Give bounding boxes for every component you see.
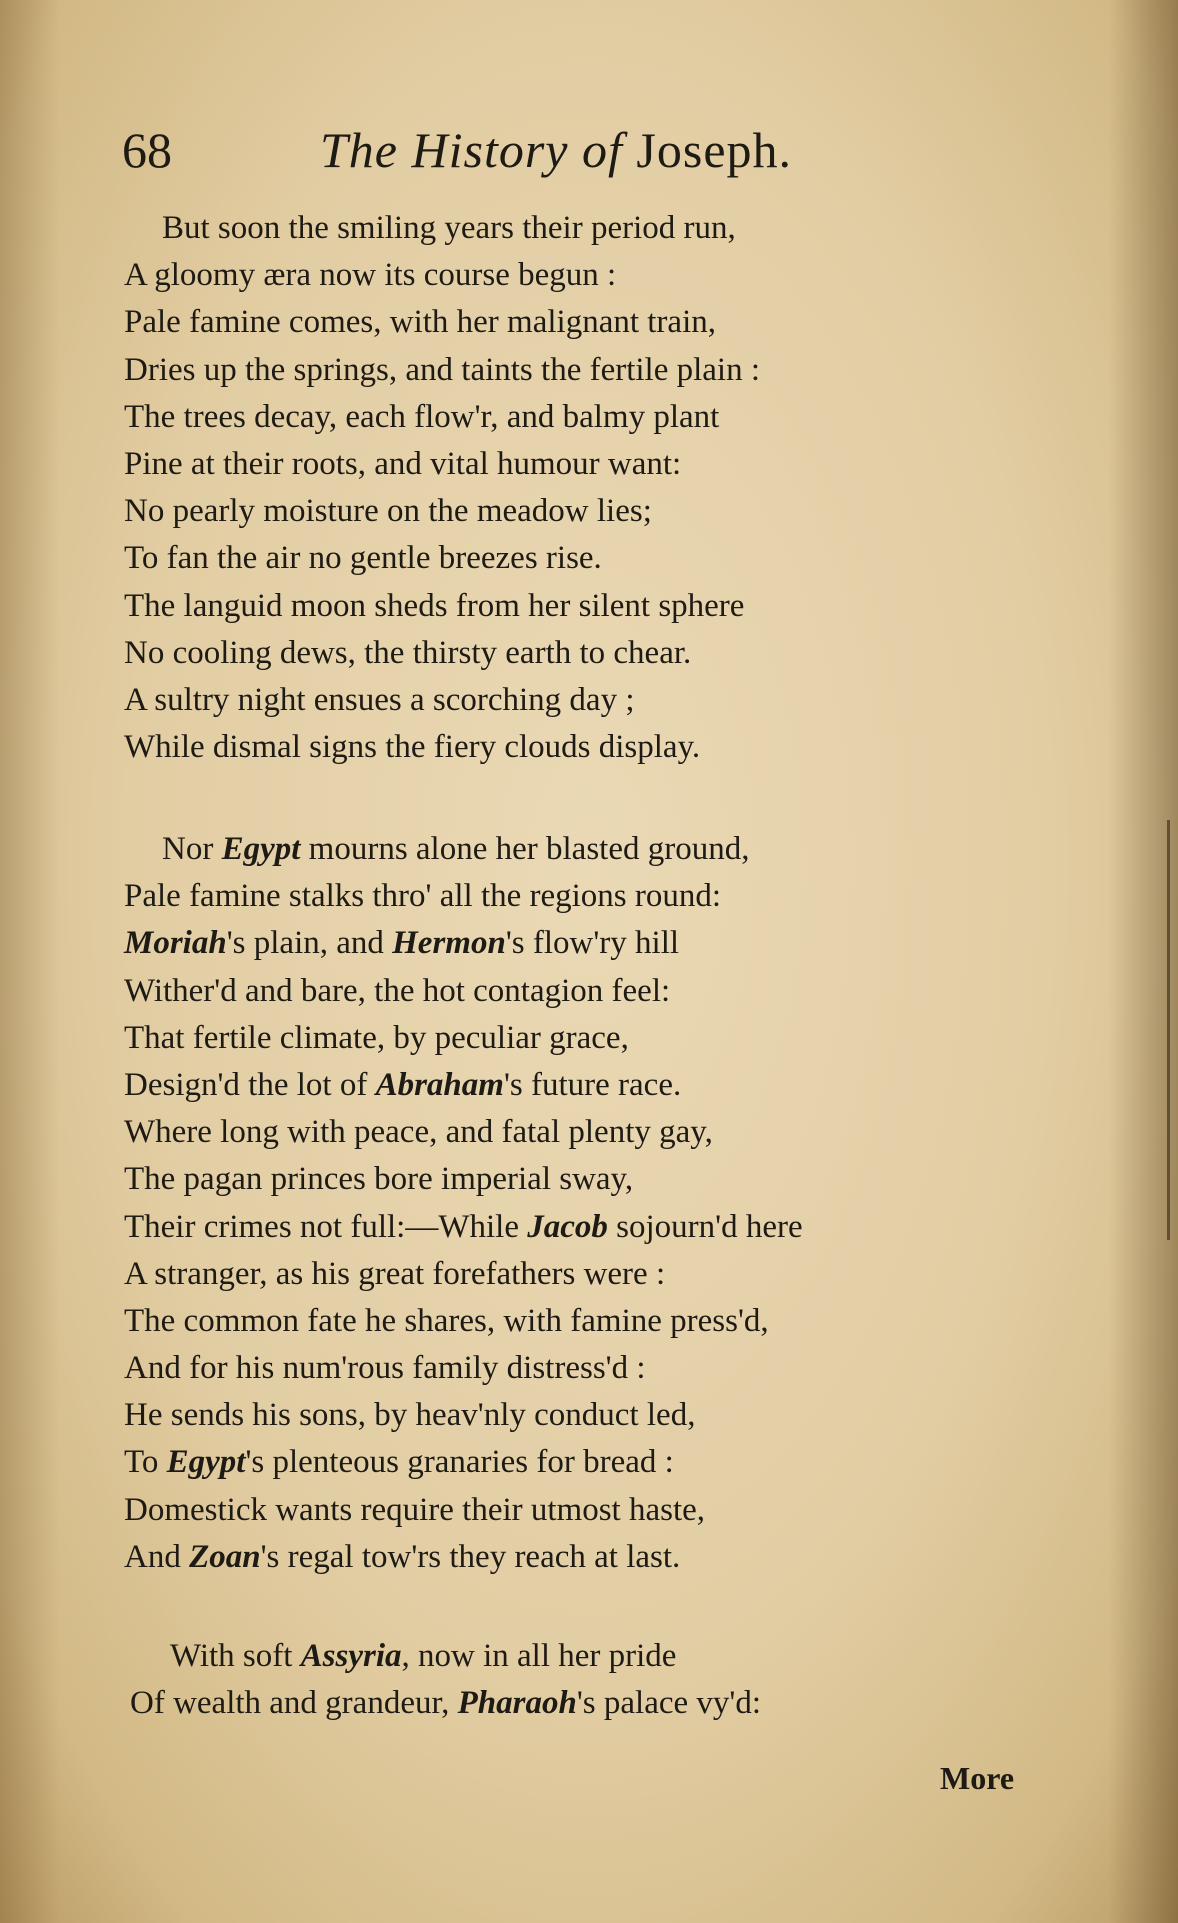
verse-text: 's flow'ry hill xyxy=(505,925,680,962)
verse-line: Wither'd and bare, the hot contagion feel: xyxy=(124,972,671,1009)
verse-text: 's plenteous granaries for bread : xyxy=(245,1444,674,1481)
stanza-1 xyxy=(124,205,1024,771)
verse-line: Dries up the springs, and taints the fertile plain : xyxy=(124,351,761,388)
verse-line: Pale famine stalks thro' all the regions round: xyxy=(124,878,722,915)
verse-line: While dismal signs the fiery clouds display. xyxy=(124,729,701,766)
proper-noun: Abraham xyxy=(375,1066,504,1103)
verse-line xyxy=(124,920,1024,967)
verse-text: 's future race. xyxy=(503,1066,682,1103)
verse-text: And xyxy=(124,1538,190,1575)
verse-text: With soft xyxy=(170,1638,301,1674)
verse-line xyxy=(124,1680,1024,1727)
verse-line: The trees decay, each flow'r, and balmy plant xyxy=(124,398,720,435)
verse-line: That fertile climate, by peculiar grace, xyxy=(124,1019,629,1056)
page-number: 68 xyxy=(122,122,172,178)
proper-noun: Zoan xyxy=(189,1538,261,1575)
verse-text: 's plain, and xyxy=(226,925,393,962)
verse-text: 's regal tow'rs they reach at last. xyxy=(260,1538,681,1575)
verse-line: He sends his sons, by heav'nly conduct led, xyxy=(124,1397,696,1434)
verse-text: To xyxy=(124,1444,167,1481)
running-title xyxy=(320,118,792,182)
verse-text: 's palace vy'd: xyxy=(576,1685,762,1722)
proper-noun: Egypt xyxy=(221,831,301,867)
stanza-2 xyxy=(124,826,1024,1581)
verse-line: A sultry night ensues a scorching day ; xyxy=(124,681,635,718)
verse-line: No cooling dews, the thirsty earth to chear. xyxy=(124,634,692,671)
verse-line: And for his num'rous family distress'd : xyxy=(124,1350,646,1387)
stanza-3 xyxy=(124,1633,1024,1727)
verse-text: sojourn'd here xyxy=(607,1208,803,1245)
verse-line: But soon the smiling years their period run, xyxy=(162,210,736,246)
verse-line: Pine at their roots, and vital humour want: xyxy=(124,445,682,482)
verse-text: Their crimes not full:—While xyxy=(124,1208,528,1245)
verse-line xyxy=(124,1204,1024,1251)
proper-noun: Moriah xyxy=(124,925,227,962)
verse-line xyxy=(124,1633,1024,1680)
verse-line: A stranger, as his great forefathers were : xyxy=(124,1255,666,1292)
running-title-name: Joseph. xyxy=(636,122,793,178)
verse-line: To fan the air no gentle breezes rise. xyxy=(124,540,602,577)
verse-line: The languid moon sheds from her silent sphere xyxy=(124,587,745,624)
running-header xyxy=(122,118,1022,182)
catchword: More xyxy=(940,1760,1015,1796)
verse-line: No pearly moisture on the meadow lies; xyxy=(124,493,652,530)
verse-line: Pale famine comes, with her malignant train, xyxy=(124,304,716,341)
verse-text: Design'd the lot of xyxy=(124,1066,376,1103)
verse-line: The pagan princes bore imperial sway, xyxy=(124,1161,634,1198)
page-stain-left xyxy=(0,0,60,1923)
verse-line: The common fate he shares, with famine press'd, xyxy=(124,1302,769,1339)
verse-text: Of wealth and grandeur, xyxy=(130,1685,458,1722)
proper-noun: Assyria xyxy=(300,1638,402,1674)
verse-line xyxy=(124,1534,1024,1581)
proper-noun: Hermon xyxy=(392,925,506,962)
verse-line xyxy=(124,826,1024,873)
proper-noun: Pharaoh xyxy=(457,1685,577,1722)
verse-line xyxy=(124,1062,1024,1109)
proper-noun: Egypt xyxy=(166,1444,246,1481)
verse-line: A gloomy æra now its course begun : xyxy=(124,257,617,294)
verse-line xyxy=(124,1439,1024,1486)
verse-text: , now in all her pride xyxy=(401,1638,677,1674)
verse-line: Where long with peace, and fatal plenty gay, xyxy=(124,1114,713,1151)
verse-line: Domestick wants require their utmost haste, xyxy=(124,1491,706,1528)
verse-text: Nor xyxy=(162,831,222,867)
page-edge-shadow xyxy=(1167,820,1170,1240)
running-title-italic: The History of xyxy=(320,122,637,178)
verse-text: mourns alone her blasted ground, xyxy=(300,831,750,867)
proper-noun: Jacob xyxy=(527,1208,608,1245)
